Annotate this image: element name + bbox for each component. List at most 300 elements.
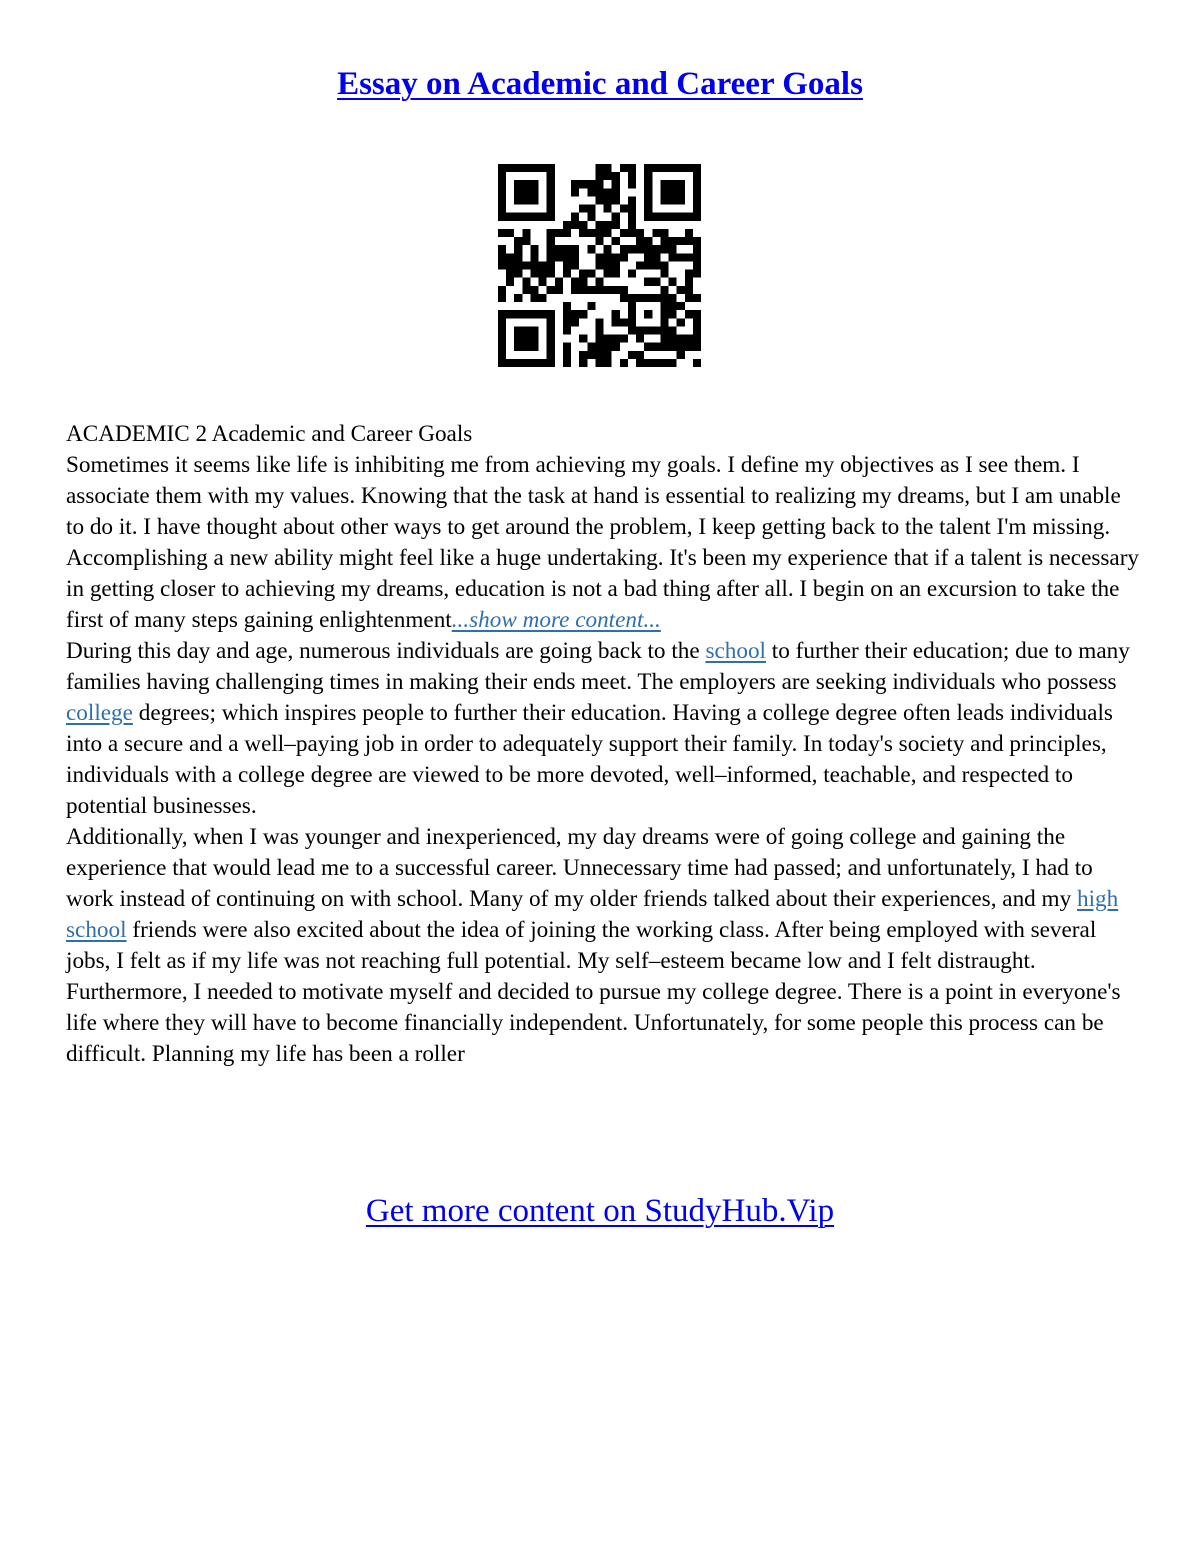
qr-module [547,180,555,188]
qr-module [595,253,603,261]
qr-module [530,188,538,196]
qr-module [563,351,571,359]
essay-title-link[interactable]: Essay on Academic and Career Goals [337,66,863,102]
qr-module [530,213,538,221]
qr-module [547,205,555,213]
qr-module [628,245,636,253]
qr-module [522,188,530,196]
qr-module [579,310,587,318]
qr-module [547,196,555,204]
qr-module [620,286,628,294]
qr-module [669,180,677,188]
qr-module [685,270,693,278]
qr-module [595,172,603,180]
qr-module [620,318,628,326]
essay-paragraph-3 [66,822,1141,1070]
footer-container [0,1193,1200,1230]
qr-module [669,335,677,343]
qr-module [628,294,636,302]
qr-module [595,261,603,269]
qr-module [693,270,701,278]
qr-module [685,213,693,221]
studyhub-link[interactable]: Get more content on StudyHub.Vip [365,1193,835,1229]
qr-module [522,229,530,237]
qr-module [506,253,514,261]
qr-module [506,164,514,172]
qr-module [604,229,612,237]
paragraph-2-text-b: to further their education; due to many families having challenging times in making their ends meet. The employers are seeking individuals who possess [66,638,1130,695]
qr-module [579,286,587,294]
qr-module [604,164,612,172]
qr-module [498,318,506,326]
qr-module [498,172,506,180]
qr-module [498,213,506,221]
qr-module [530,245,538,253]
qr-module [498,343,506,351]
qr-module [644,261,652,269]
qr-module [506,261,514,269]
qr-module [587,302,595,310]
qr-module [595,180,603,188]
qr-module [644,237,652,245]
qr-module [612,213,620,221]
qr-module [677,196,685,204]
qr-module [595,278,603,286]
qr-module [604,205,612,213]
qr-module [604,261,612,269]
qr-module [612,343,620,351]
qr-module [530,326,538,334]
qr-module [547,213,555,221]
qr-module [612,188,620,196]
qr-module [522,326,530,334]
qr-module [677,335,685,343]
qr-module [660,270,668,278]
qr-module [660,261,668,269]
qr-module [644,172,652,180]
qr-module [539,270,547,278]
essay-heading: ACADEMIC 2 Academic and Career Goals [66,421,473,447]
qr-module [539,164,547,172]
qr-module [547,237,555,245]
qr-module [595,286,603,294]
qr-module [644,188,652,196]
qr-module [547,318,555,326]
qr-module [571,310,579,318]
qr-module [620,245,628,253]
qr-module [612,172,620,180]
qr-module [660,237,668,245]
show-more-link[interactable]: ...show more content... [451,607,661,633]
qr-module [660,335,668,343]
qr-module [628,351,636,359]
qr-module [693,253,701,261]
qr-module [587,351,595,359]
qr-module [677,213,685,221]
qr-module [660,359,668,367]
qr-module [636,326,644,334]
qr-module [644,326,652,334]
qr-module [587,343,595,351]
qr-module [571,318,579,326]
qr-module [628,205,636,213]
qr-module [669,359,677,367]
paragraph-2-text-c: degrees; which inspires people to further their education. Having a college degree often leads individuals into a secure and a well–paying job in order to adequately support their family. In today's society and principles, individuals with a college degree are viewed to be more devoted, well–informed, teachable, and respected to potential businesses. [66,700,1113,819]
qr-module [669,310,677,318]
qr-module [530,270,538,278]
qr-module [555,278,563,286]
qr-module [636,294,644,302]
qr-module [636,245,644,253]
qr-module [693,237,701,245]
qr-module [522,261,530,269]
qr-module [522,213,530,221]
qr-module [498,253,506,261]
qr-module [571,261,579,269]
qr-module [563,310,571,318]
qr-module [539,359,547,367]
qr-module [636,261,644,269]
qr-module [685,164,693,172]
qr-module [660,318,668,326]
school-link[interactable]: school [705,638,766,664]
qr-module [612,253,620,261]
qr-module [514,359,522,367]
qr-module [669,326,677,334]
qr-module [563,229,571,237]
qr-module [677,351,685,359]
qr-module [595,359,603,367]
qr-module [555,253,563,261]
qr-module [652,343,660,351]
qr-module [522,180,530,188]
qr-module [530,286,538,294]
qr-module [669,245,677,253]
qr-module [571,253,579,261]
qr-module [644,278,652,286]
qr-module [660,245,668,253]
qr-module [579,221,587,229]
qr-module [652,213,660,221]
qr-module [563,359,571,367]
qr-module [636,351,644,359]
qr-module [579,278,587,286]
high-school-link[interactable]: high school [66,886,1119,943]
qr-module [685,310,693,318]
qr-module [660,213,668,221]
qr-module [579,229,587,237]
qr-module [547,286,555,294]
qr-module [636,229,644,237]
qr-module [530,359,538,367]
qr-module [579,359,587,367]
qr-module [571,278,579,286]
qr-module [514,326,522,334]
qr-module [547,229,555,237]
qr-module [620,205,628,213]
qr-module [628,164,636,172]
essay-paragraph-2 [66,636,1141,822]
paragraph-2-text-a: During this day and age, numerous individuals are going back to the [66,638,706,664]
qr-module [677,188,685,196]
qr-module [644,294,652,302]
qr-module [514,213,522,221]
qr-module [571,188,579,196]
qr-module [498,310,506,318]
college-link[interactable]: college [66,700,133,726]
qr-module [660,343,668,351]
qr-module [693,343,701,351]
qr-module [604,221,612,229]
qr-module [530,253,538,261]
qr-module [555,245,563,253]
qr-module [693,172,701,180]
qr-module [604,351,612,359]
qr-module [620,294,628,302]
qr-module [514,343,522,351]
qr-module [498,351,506,359]
qr-module [604,253,612,261]
qr-module [587,205,595,213]
qr-module [612,286,620,294]
qr-module [563,302,571,310]
qr-module [587,180,595,188]
qr-module [620,253,628,261]
qr-module [579,351,587,359]
qr-module [514,237,522,245]
qr-module [547,253,555,261]
qr-module [612,261,620,269]
qr-module [628,221,636,229]
qr-module [530,335,538,343]
qr-module [522,343,530,351]
qr-module [547,351,555,359]
qr-module [685,335,693,343]
qr-module [685,278,693,286]
qr-module [693,318,701,326]
qr-module [612,196,620,204]
qr-module [587,213,595,221]
essay-body [66,419,1141,1070]
qr-module [547,310,555,318]
qr-module [530,343,538,351]
qr-module [579,335,587,343]
qr-module [612,237,620,245]
qr-module [677,286,685,294]
qr-module [660,294,668,302]
qr-module [514,188,522,196]
qr-module [595,335,603,343]
qr-module [620,164,628,172]
qr-module [693,180,701,188]
qr-module [685,286,693,294]
qr-module [669,213,677,221]
qr-module [547,326,555,334]
qr-module [522,286,530,294]
qr-module [498,359,506,367]
qr-module [628,196,636,204]
qr-module [636,237,644,245]
qr-module [522,164,530,172]
qr-module [595,326,603,334]
qr-module [563,318,571,326]
qr-module [660,229,668,237]
qr-module [677,237,685,245]
qr-module [595,196,603,204]
qr-module [539,261,547,269]
qr-module [604,172,612,180]
qr-module [571,286,579,294]
qr-module [604,270,612,278]
qr-module [620,359,628,367]
qr-module [693,310,701,318]
qr-module [652,164,660,172]
qr-module [547,335,555,343]
qr-module [652,278,660,286]
qr-module [660,164,668,172]
qr-module [693,196,701,204]
qr-module [514,164,522,172]
qr-module [506,229,514,237]
qr-module [612,270,620,278]
qr-module [530,180,538,188]
qr-module [669,343,677,351]
qr-module [530,261,538,269]
qr-module [595,164,603,172]
qr-module [652,229,660,237]
qr-module [514,245,522,253]
qr-module [669,294,677,302]
qr-module [604,335,612,343]
qr-module [612,335,620,343]
qr-module [644,359,652,367]
qr-module [652,294,660,302]
qr-module [563,343,571,351]
qr-module [685,294,693,302]
qr-module [595,318,603,326]
qr-module [628,180,636,188]
qr-module [693,261,701,269]
qr-module [498,245,506,253]
qr-module [693,326,701,334]
qr-module [563,270,571,278]
qr-module [612,221,620,229]
qr-module [587,286,595,294]
qr-module [506,270,514,278]
qr-module [644,343,652,351]
qr-module [685,343,693,351]
qr-module [677,302,685,310]
qr-module [498,180,506,188]
qr-module [555,286,563,294]
qr-module [644,180,652,188]
qr-module [652,261,660,269]
qr-module [595,229,603,237]
qr-module [644,245,652,253]
qr-module [498,286,506,294]
qr-module [604,188,612,196]
qr-module [579,270,587,278]
qr-module [547,270,555,278]
qr-module [620,335,628,343]
qr-module [628,326,636,334]
qr-module [685,237,693,245]
qr-module [571,180,579,188]
qr-module [571,221,579,229]
qr-module [563,221,571,229]
qr-module [628,302,636,310]
qr-module [547,343,555,351]
qr-module [514,270,522,278]
qr-module [677,318,685,326]
qr-module [644,213,652,221]
qr-module [506,310,514,318]
qr-module [677,343,685,351]
qr-module [677,253,685,261]
qr-module [522,237,530,245]
qr-module [547,172,555,180]
qr-module [636,359,644,367]
essay-paragraph-1 [66,450,1141,636]
qr-module [514,261,522,269]
qr-module [669,302,677,310]
qr-module [514,294,522,302]
qr-module [547,188,555,196]
qr-module [693,245,701,253]
qr-module [498,229,506,237]
qr-module [669,188,677,196]
qr-module [628,229,636,237]
qr-module [604,286,612,294]
qr-module [587,188,595,196]
qr-module [514,196,522,204]
qr-module [522,278,530,286]
qr-module [547,164,555,172]
qr-module [506,359,514,367]
qr-module [595,237,603,245]
qr-module [660,188,668,196]
qr-module [693,213,701,221]
qr-module [530,164,538,172]
qr-module [539,278,547,286]
qr-module [660,286,668,294]
qr-module [628,213,636,221]
qr-module [644,253,652,261]
qr-module [530,196,538,204]
qr-module [522,359,530,367]
qr-module [522,310,530,318]
qr-module [693,205,701,213]
qr-module [660,180,668,188]
qr-module [506,278,514,286]
qr-module [498,188,506,196]
qr-module [652,359,660,367]
qr-module [579,205,587,213]
qr-module [579,180,587,188]
qr-module [498,196,506,204]
qr-module [498,261,506,269]
qr-module [547,261,555,269]
qr-module [628,172,636,180]
qr-module [522,196,530,204]
qr-module [693,164,701,172]
qr-module [628,270,636,278]
qr-module [514,310,522,318]
qr-module [514,180,522,188]
qr-module [514,253,522,261]
qr-module [563,253,571,261]
qr-module [652,326,660,334]
